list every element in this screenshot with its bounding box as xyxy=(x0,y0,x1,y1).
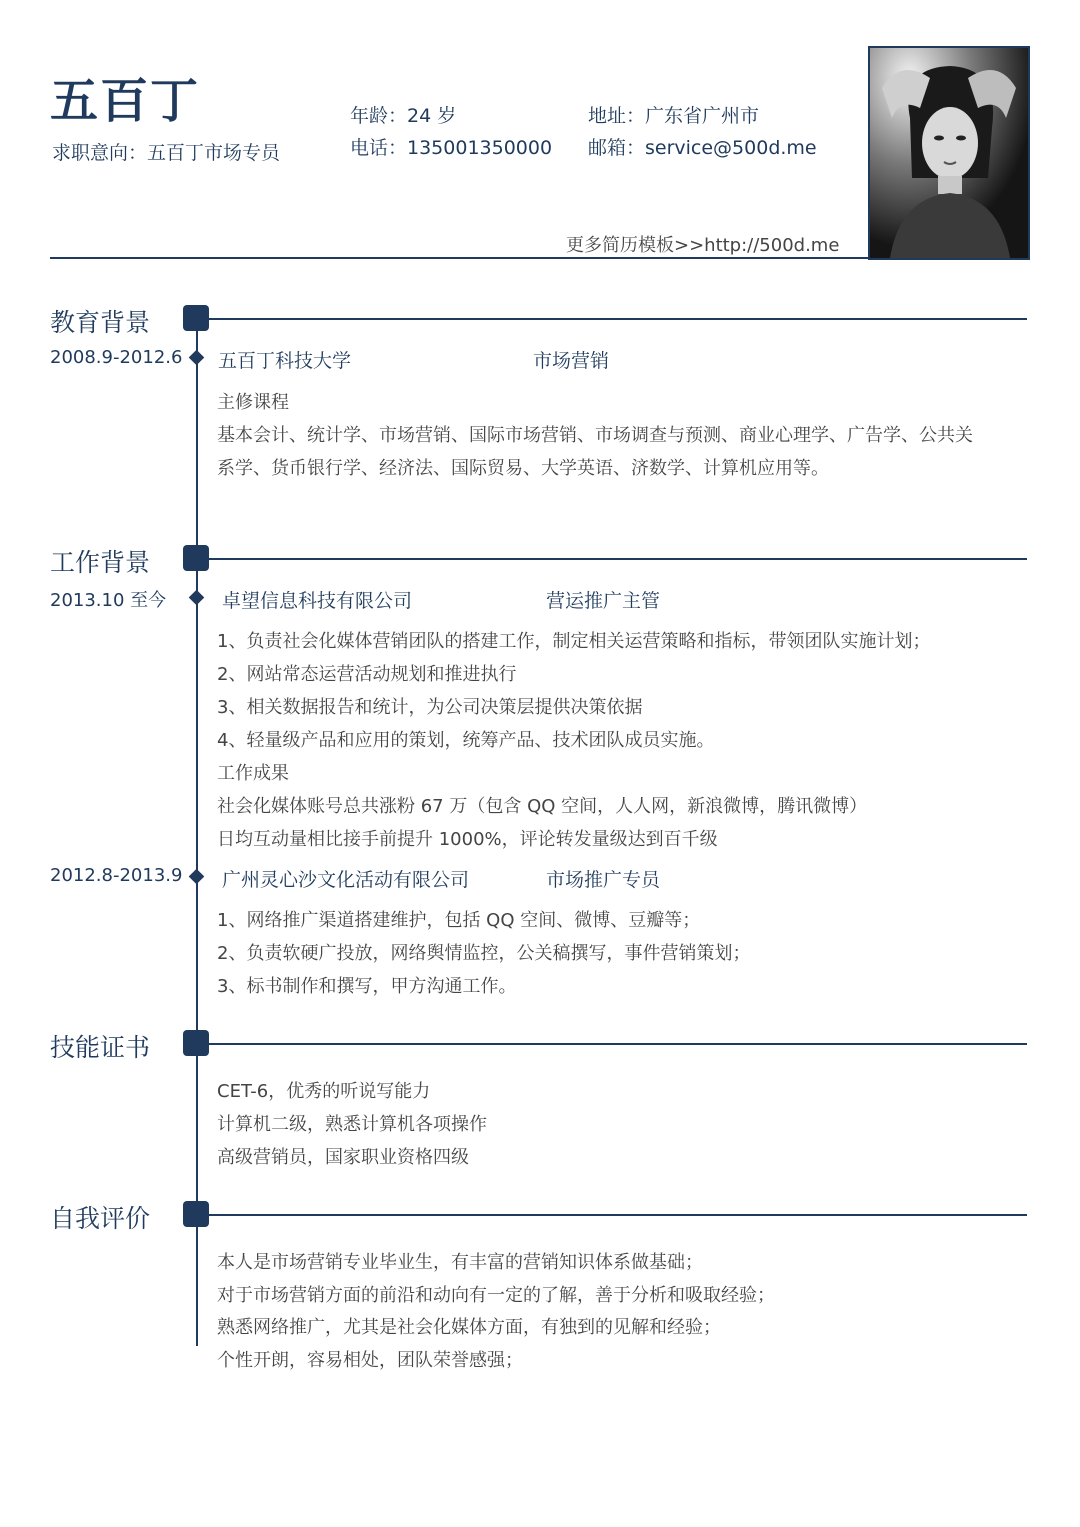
company-name: 卓望信息科技有限公司 xyxy=(222,590,413,612)
skill-line: CET-6，优秀的听说写能力 xyxy=(217,1081,431,1102)
timeline-line xyxy=(196,318,198,1346)
self-marker xyxy=(183,1201,209,1227)
education-marker xyxy=(183,305,209,331)
profile-photo xyxy=(868,46,1030,260)
timeline-diamond xyxy=(189,590,205,606)
self-line: 对于市场营销方面的前沿和动向有一定的了解，善于分析和吸取经验； xyxy=(217,1285,775,1306)
portrait-image xyxy=(870,48,1028,258)
education-line: 系学、货币银行学、经济法、国际贸易、大学英语、济数学、计算机应用等。 xyxy=(217,458,829,479)
job-date: 2012.8-2013.9 xyxy=(50,865,183,886)
self-line: 个性开朗，容易相处，团队荣誉感强； xyxy=(217,1350,523,1371)
work-title: 工作背景 xyxy=(50,548,151,577)
skills-marker xyxy=(183,1030,209,1056)
phone-info: 电话：135001350000 xyxy=(350,137,553,159)
self-divider xyxy=(209,1214,1027,1216)
education-title: 教育背景 xyxy=(50,308,151,337)
job-line: 社会化媒体账号总共涨粉 67 万（包含 QQ 空间，人人网，新浪微博，腾讯微博） xyxy=(217,796,868,817)
job-intent: 求职意向：五百丁市场专员 xyxy=(52,142,281,164)
job-line: 3、标书制作和撰写，甲方沟通工作。 xyxy=(217,976,517,997)
education-date: 2008.9-2012.6 xyxy=(50,347,183,368)
job-line: 3、相关数据报告和统计，为公司决策层提供决策依据 xyxy=(217,697,643,718)
self-line: 熟悉网络推广，尤其是社会化媒体方面，有独到的见解和经验； xyxy=(217,1317,721,1338)
more-templates-link[interactable]: 更多简历模板>>http://500d.me xyxy=(566,235,840,256)
skill-line: 高级营销员，国家职业资格四级 xyxy=(217,1147,469,1168)
job-date: 2013.10 至今 xyxy=(50,590,167,611)
education-line: 基本会计、统计学、市场营销、国际市场营销、市场调查与预测、商业心理学、广告学、公共关 xyxy=(217,425,973,446)
timeline-diamond xyxy=(189,350,205,366)
email-info[interactable]: 邮箱：service@500d.me xyxy=(588,137,817,159)
school-name: 五百丁科技大学 xyxy=(218,350,352,372)
self-line: 本人是市场营销专业毕业生，有丰富的营销知识体系做基础； xyxy=(217,1252,703,1273)
position-name: 营运推广主管 xyxy=(546,590,661,612)
company-name: 广州灵心沙文化活动有限公司 xyxy=(222,869,470,891)
education-divider xyxy=(209,318,1027,320)
position-name: 市场推广专员 xyxy=(546,869,661,891)
address-info: 地址：广东省广州市 xyxy=(588,105,760,127)
job-line: 1、网络推广渠道搭建维护，包括 QQ 空间、微博、豆瓣等； xyxy=(217,910,701,931)
timeline-diamond xyxy=(189,869,205,885)
skill-line: 计算机二级，熟悉计算机各项操作 xyxy=(217,1114,487,1135)
job-line: 2、网站常态运营活动规划和推进执行 xyxy=(217,664,517,685)
job-line: 日均互动量相比接手前提升 1000%，评论转发量级达到百千级 xyxy=(217,829,718,850)
skills-divider xyxy=(209,1043,1027,1045)
job-line: 工作成果 xyxy=(217,763,289,784)
job-line: 1、负责社会化媒体营销团队的搭建工作，制定相关运营策略和指标，带领团队实施计划； xyxy=(217,631,931,652)
skills-title: 技能证书 xyxy=(50,1033,151,1062)
age-info: 年龄：24 岁 xyxy=(350,105,457,127)
work-marker xyxy=(183,545,209,571)
job-line: 2、负责软硬广投放，网络舆情监控，公关稿撰写，事件营销策划； xyxy=(217,943,751,964)
self-title: 自我评价 xyxy=(50,1204,151,1233)
job-line: 4、轻量级产品和应用的策划，统筹产品、技术团队成员实施。 xyxy=(217,730,715,751)
major-name: 市场营销 xyxy=(533,350,610,372)
candidate-name: 五百丁 xyxy=(50,73,201,129)
education-line: 主修课程 xyxy=(217,392,289,413)
work-divider xyxy=(209,558,1027,560)
